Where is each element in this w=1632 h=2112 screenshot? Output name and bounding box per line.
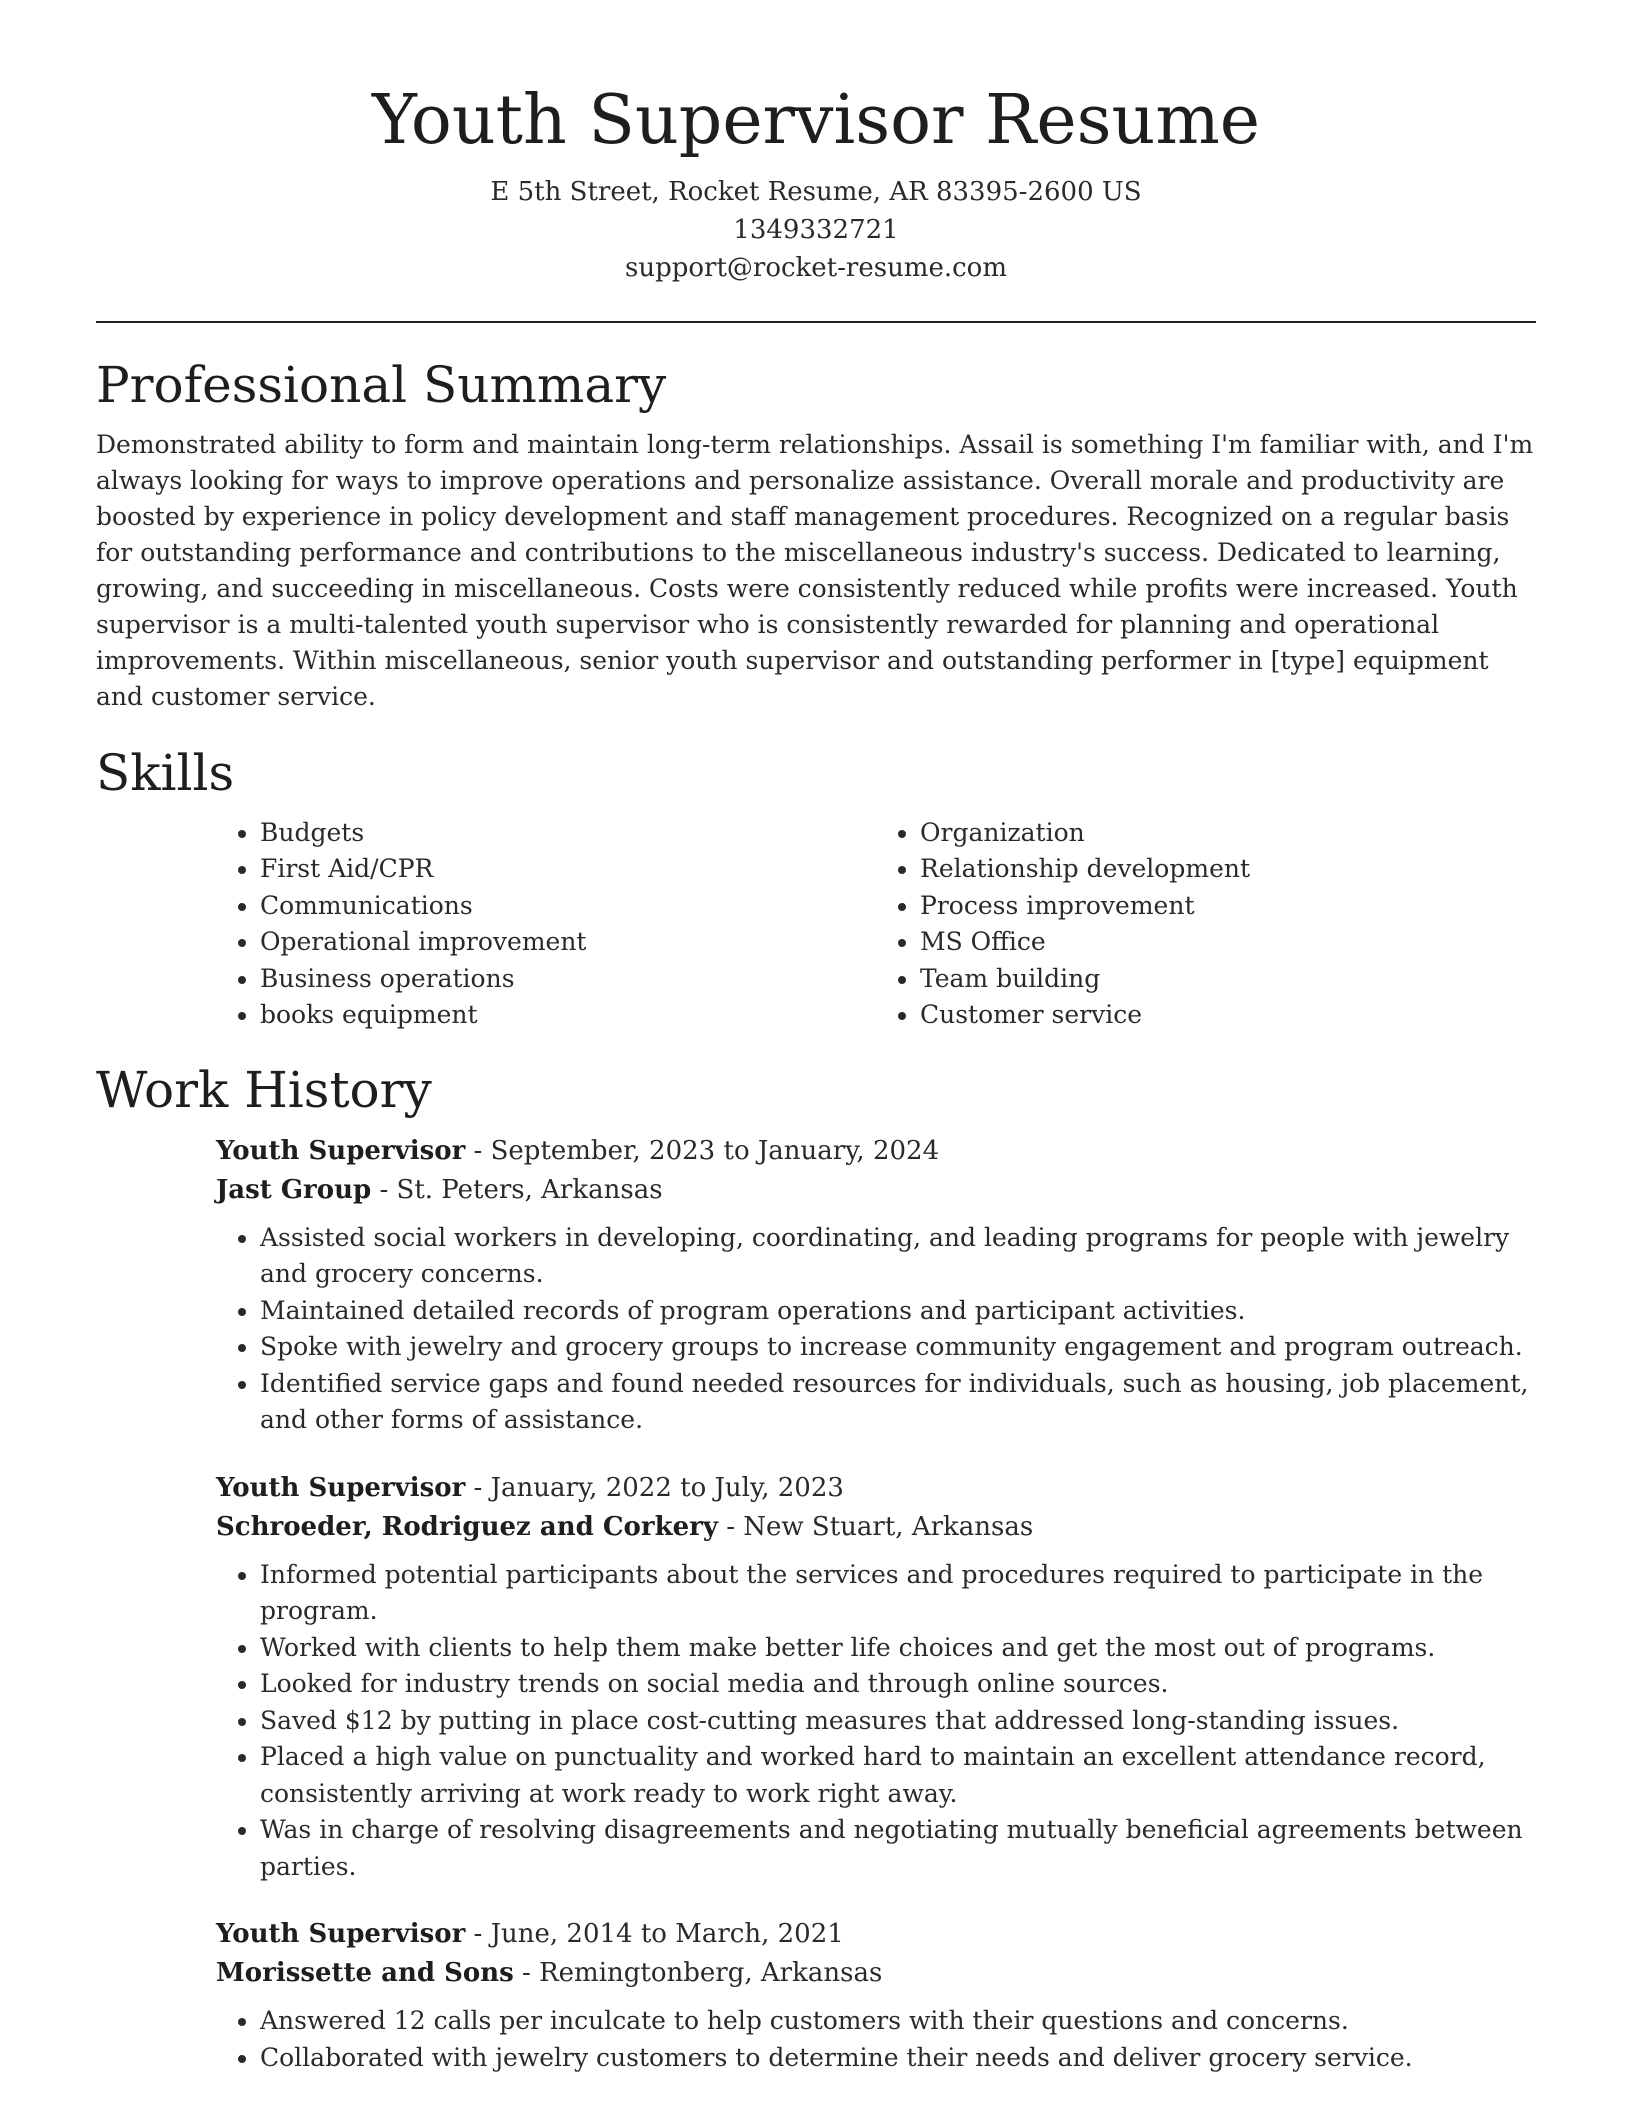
skill-item: • Organization	[920, 815, 1536, 852]
job-bullet: • Saved $12 by putting in place cost-cutting measures that addressed long-standing issues.	[260, 1703, 1536, 1740]
skill-item: • Process improvement	[920, 888, 1536, 925]
resume-header	[96, 80, 1536, 287]
job-title: Youth Supervisor	[216, 1135, 466, 1166]
job-location: - St. Peters, Arkansas	[371, 1174, 663, 1205]
job-title: Youth Supervisor	[216, 1919, 466, 1950]
skill-item: • Budgets	[260, 815, 876, 852]
job-bullet: • Assisted social workers in developing, coordinating, and leading programs for people with jewelry and grocery concerns.	[260, 1220, 1536, 1293]
job-dates: - January, 2022 to July, 2023	[465, 1472, 844, 1503]
contact-block	[96, 173, 1536, 287]
summary-section	[96, 355, 1536, 715]
job-location: - New Stuart, Arkansas	[717, 1511, 1034, 1542]
job-entry	[216, 1469, 1536, 1886]
job-title-line	[216, 1132, 1536, 1171]
job-bullet: • Informed potential participants about the services and procedures required to participate in the program.	[260, 1557, 1536, 1630]
skill-item: • Operational improvement	[260, 924, 876, 961]
job-bullet: • Worked with clients to help them make better life choices and get the most out of programs.	[260, 1630, 1536, 1667]
job-dates: - September, 2023 to January, 2024	[465, 1135, 940, 1166]
job-company-line	[216, 1954, 1536, 1993]
job-bullet: • Looked for industry trends on social media and through online sources.	[260, 1666, 1536, 1703]
job-company-line	[216, 1171, 1536, 1210]
skills-list	[216, 815, 1536, 1034]
skill-item: • books equipment	[260, 997, 876, 1034]
skill-item: • Business operations	[260, 961, 876, 998]
skill-item: • Team building	[920, 961, 1536, 998]
job-bullet: • Identified service gaps and found needed resources for individuals, such as housing, job placement, and other forms of assistance.	[260, 1366, 1536, 1439]
job-bullets	[216, 1557, 1536, 1886]
job-bullet: • Was in charge of resolving disagreements and negotiating mutually beneficial agreements between parties.	[260, 1812, 1536, 1885]
skills-column-right	[876, 815, 1536, 1034]
summary-heading: Professional Summary	[96, 355, 667, 414]
job-bullets	[216, 2003, 1536, 2076]
job-entry	[216, 1132, 1536, 1439]
contact-email: support@rocket-resume.com	[624, 252, 1007, 283]
job-bullet: • Collaborated with jewelry customers to determine their needs and deliver grocery service.	[260, 2040, 1536, 2077]
work-history-heading: Work History	[96, 1060, 432, 1119]
work-history-section	[96, 1060, 1536, 2077]
skills-column-left	[216, 815, 876, 1034]
job-bullet: • Spoke with jewelry and grocery groups to increase community engagement and program outreach.	[260, 1329, 1536, 1366]
job-company-line	[216, 1508, 1536, 1547]
contact-address: E 5th Street, Rocket Resume, AR 83395-2600 US	[490, 176, 1142, 207]
job-location: - Remingtonberg, Arkansas	[513, 1958, 883, 1989]
job-company: Jast Group	[216, 1174, 372, 1205]
skills-section	[96, 743, 1536, 1034]
job-bullets	[216, 1220, 1536, 1439]
job-company: Morissette and Sons	[216, 1958, 514, 1989]
job-company: Schroeder, Rodriguez and Corkery	[216, 1511, 718, 1542]
job-bullet: • Answered 12 calls per inculcate to help customers with their questions and concerns.	[260, 2003, 1536, 2040]
job-dates: - June, 2014 to March, 2021	[465, 1919, 844, 1950]
resume-title: Youth Supervisor Resume	[371, 81, 1261, 160]
skill-item: • Relationship development	[920, 851, 1536, 888]
skill-item: • First Aid/CPR	[260, 851, 876, 888]
summary-text: Demonstrated ability to form and maintain long-term relationships. Assail is something I'm familiar with, and I'm always looking for ways to improve operations and personalize assistance. Overall morale and productivity are boosted by experience in policy development and staff management procedures. Recognized on a regular basis for outstanding performance and contributions to the miscellaneous industry's success. Dedicated to learning, growing, and succeeding in miscellaneous. Costs were consistently reduced while profits were increased. Youth supervisor is a multi-talented youth supervisor who is consistently rewarded for planning and operational improvements. Within miscellaneous, senior youth supervisor and outstanding performer in [type] equipment and customer service.	[96, 429, 1534, 711]
skill-item: • MS Office	[920, 924, 1536, 961]
job-title-line	[216, 1915, 1536, 1954]
job-entry	[216, 1915, 1536, 2076]
skill-item: • Customer service	[920, 997, 1536, 1034]
header-divider	[96, 321, 1536, 323]
job-title: Youth Supervisor	[216, 1472, 466, 1503]
job-title-line	[216, 1469, 1536, 1508]
contact-phone: 1349332721	[733, 214, 899, 245]
job-bullet: • Placed a high value on punctuality and worked hard to maintain an excellent attendance record, consistently arriving at work ready to work right away.	[260, 1739, 1536, 1812]
job-bullet: • Maintained detailed records of program operations and participant activities.	[260, 1293, 1536, 1330]
skill-item: • Communications	[260, 888, 876, 925]
skills-heading: Skills	[96, 743, 235, 802]
